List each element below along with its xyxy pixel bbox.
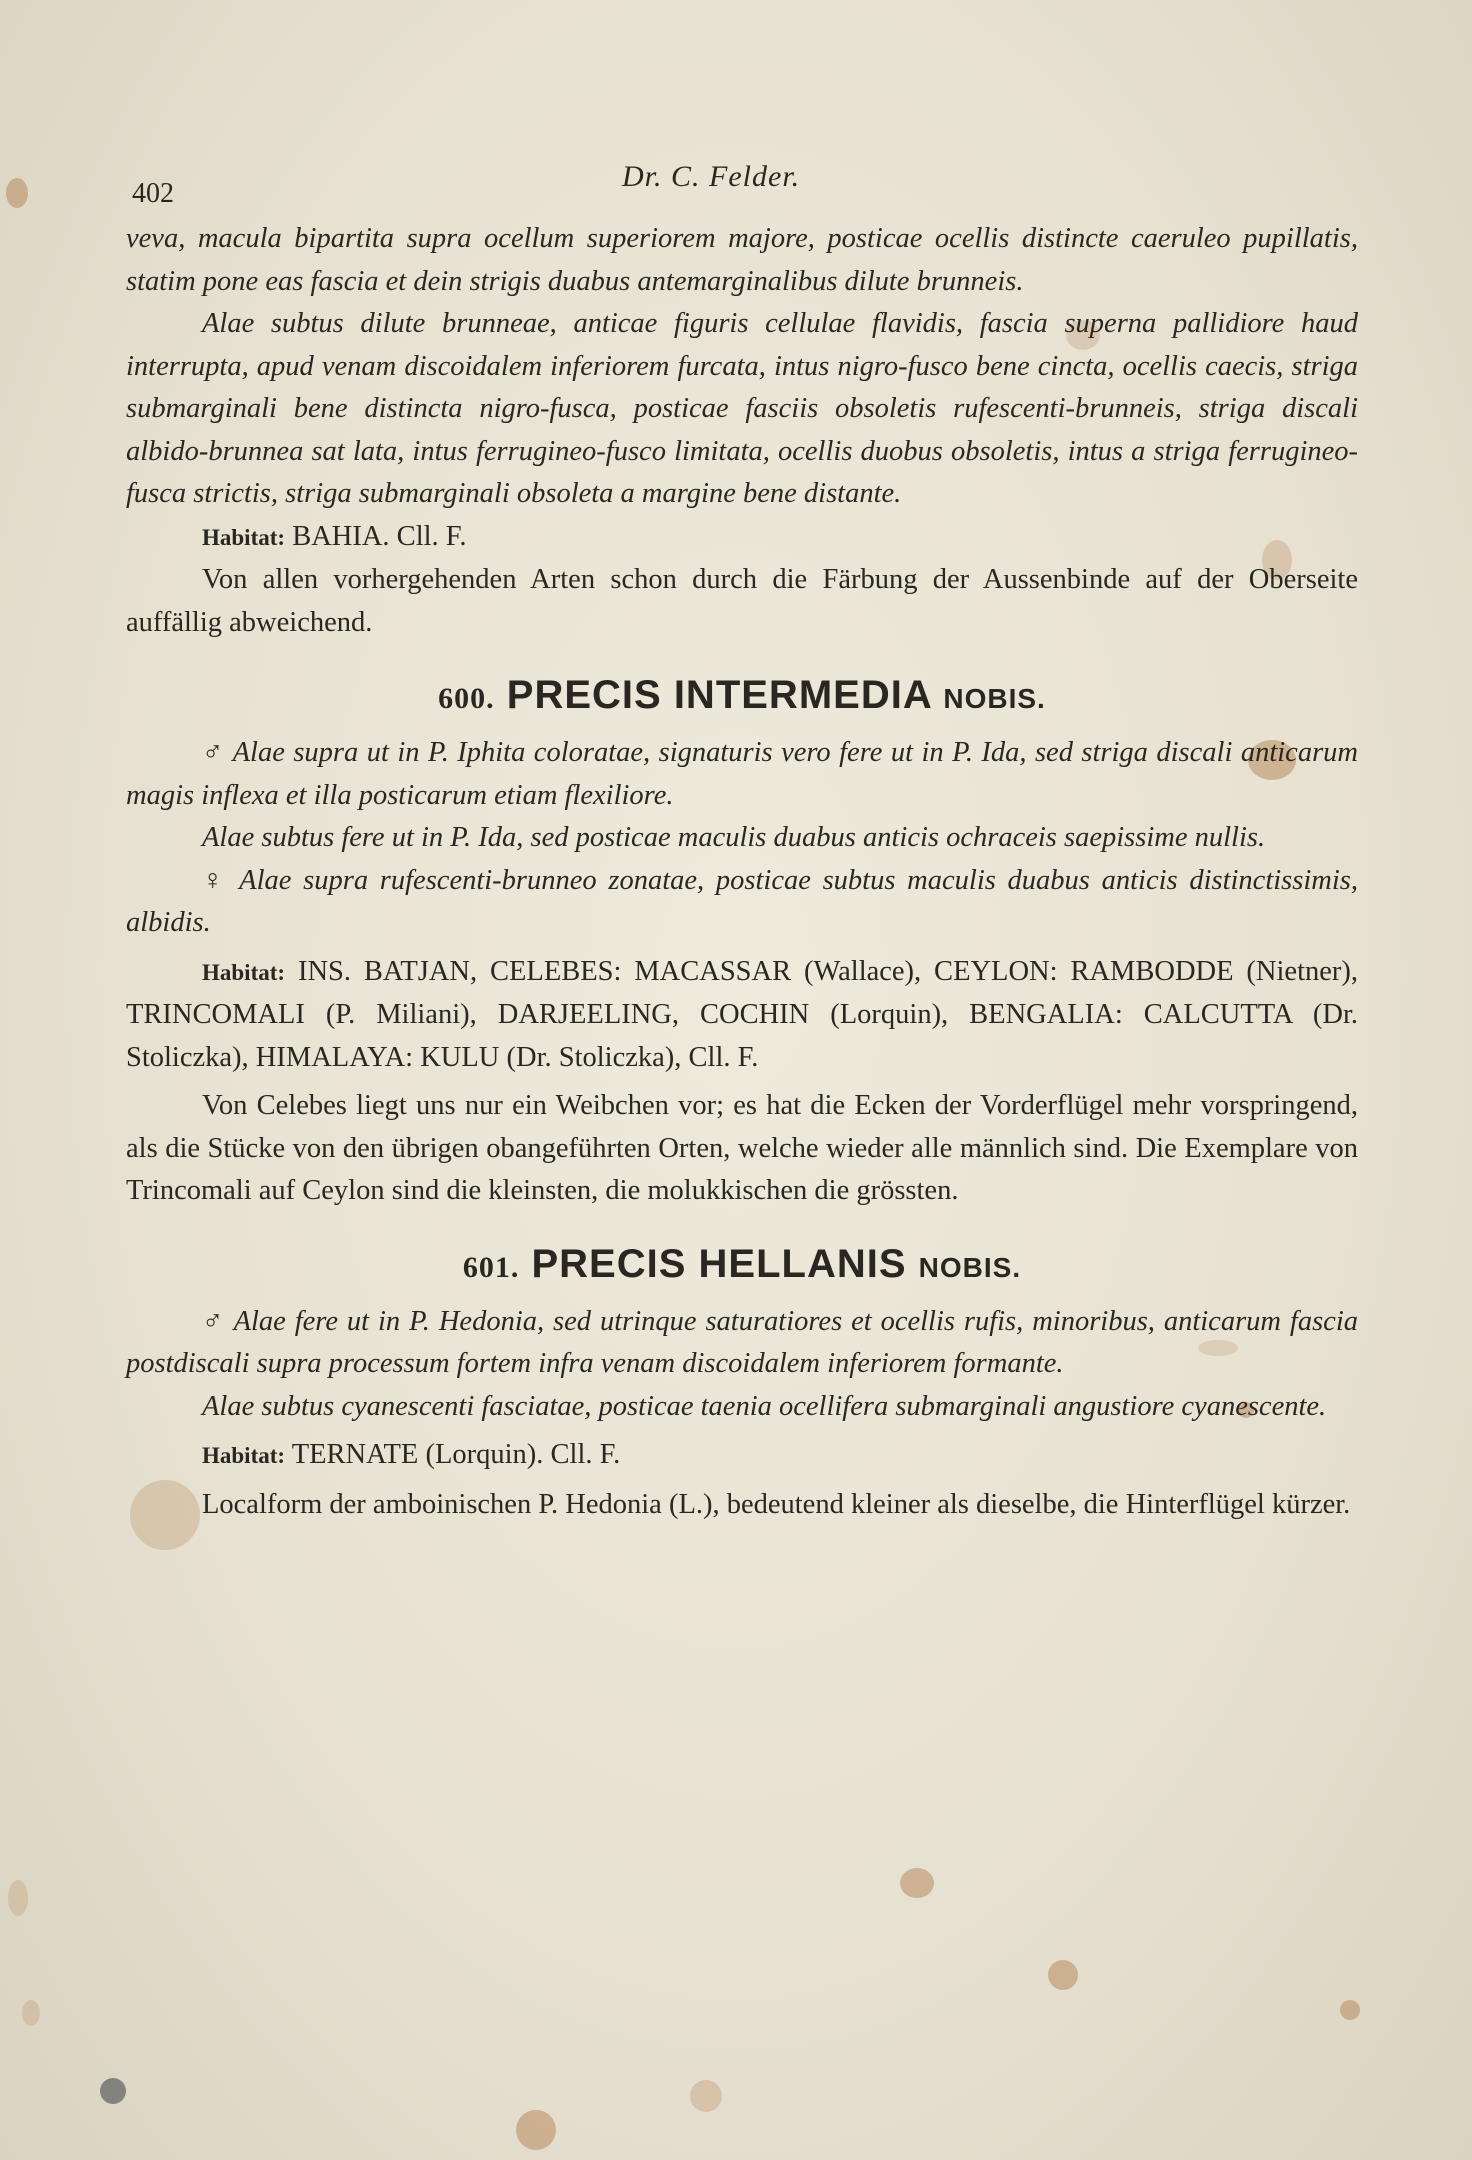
paragraph: Localform der amboinischen P. Hedonia (L.), bedeutend kleiner als dieselbe, die Hinterflügel kürzer. (202, 1488, 1351, 1520)
habitat-line (126, 1434, 1358, 1478)
paragraph: Von allen vorhergehenden Arten schon durch die Färbung der Aussenbinde auf der Oberseite auffällig abweichend. (126, 564, 1358, 638)
habitat-line (126, 516, 1358, 560)
foxing-stain (22, 2000, 40, 2026)
foxing-stain (1048, 1960, 1078, 1990)
paragraph: veva, macula bipartita supra ocellum superiorem majore, posticae ocellis distincte caeruleo pupillatis, statim pone eas fascia et dein strigis duabus antemarginalibus dilute brunneis. (126, 223, 1358, 297)
paragraph: Von Celebes liegt uns nur ein Weibchen vor; es hat die Ecken der Vorderflügel mehr vorspringend, als die Stücke von den übrigen obangeführten Orten, welche wieder alle männlich sind. Die Exemplare von Trincomali auf Ceylon sind die kleinsten, die molukkischen die grössten. (126, 1090, 1358, 1206)
paragraph: Alae subtus cyanescenti fasciatae, posticae taenia ocellifera submarginali angustiore cyanescente. (202, 1390, 1327, 1422)
foxing-stain (516, 2110, 556, 2150)
page-header (0, 160, 1472, 209)
habitat-label: Habitat: (202, 1443, 286, 1468)
paragraph: Alae subtus dilute brunneae, anticae figuris cellulae flavidis, fascia superna pallidiore haud interrupta, apud venam discoidalem inferiorem furcata, intus nigro-fusco bene cincta, ocellis caecis, striga submarginali bene distincta nigro-fusca, posticae fasciis obsoletis rufescenti-brunneis, striga discali albido-brunnea sat lata, intus ferrugineo-fusco limitata, ocellis duobus obsoletis, intus a striga ferrugineo-fusca strictis, striga submarginali obsoleta a margine bene distante. (126, 308, 1358, 509)
habitat-text: TERNATE (Lorquin). Cll. F. (291, 1439, 621, 1470)
running-head: Dr. C. Felder. (622, 160, 801, 193)
species-author: NOBIS. (943, 683, 1046, 714)
page-number: 402 (132, 178, 174, 209)
foxing-stain (900, 1868, 934, 1898)
foxing-stain (100, 2078, 126, 2104)
habitat-text: BAHIA. Cll. F. (292, 520, 467, 552)
species-author: NOBIS. (918, 1251, 1022, 1283)
species-heading (126, 672, 1358, 722)
habitat-text: INS. BATJAN, CELEBES: MACASSAR (Wallace), CEYLON: RAMBODDE (Nietner), TRINCOMALI (P. Miliani), DARJEELING, COCHIN (Lorquin), BENGALIA: CALCUTTA (Dr. Stoliczka), HIMALAYA: KULU (Dr. Stoliczka), Cll. F. (126, 955, 1358, 1073)
habitat-label: Habitat: (202, 959, 286, 985)
paragraph: ♂ Alae supra ut in P. Iphita coloratae, signaturis vero fere ut in P. Ida, sed striga discali anticarum magis inflexa et illa posticarum etiam flexiliore. (126, 737, 1358, 811)
species-name: PRECIS INTERMEDIA (506, 673, 932, 717)
species-heading (126, 1241, 1358, 1291)
paragraph: Alae subtus fere ut in P. Ida, sed posticae maculis duabus anticis ochraceis saepissime nullis. (202, 822, 1266, 853)
foxing-stain (1340, 2000, 1360, 2020)
page-body (126, 218, 1358, 1526)
paragraph: ♂ Alae fere ut in P. Hedonia, sed utrinque saturatiores et ocellis rufis, minoribus, anticarum fascia postdiscali supra processum fortem infra venam discoidalem inferiorem formante. (126, 1305, 1358, 1379)
foxing-stain (690, 2080, 722, 2112)
habitat-label: Habitat: (202, 524, 286, 550)
species-name: PRECIS HELLANIS (531, 1241, 907, 1286)
paragraph: ♀ Alae supra rufescenti-brunneo zonatae, posticae subtus maculis duabus anticis distinctissimis, albidis. (126, 864, 1358, 938)
foxing-stain (8, 1880, 28, 1916)
species-number: 600. (438, 682, 495, 715)
habitat-line (126, 951, 1358, 1080)
species-number: 601. (462, 1250, 520, 1284)
